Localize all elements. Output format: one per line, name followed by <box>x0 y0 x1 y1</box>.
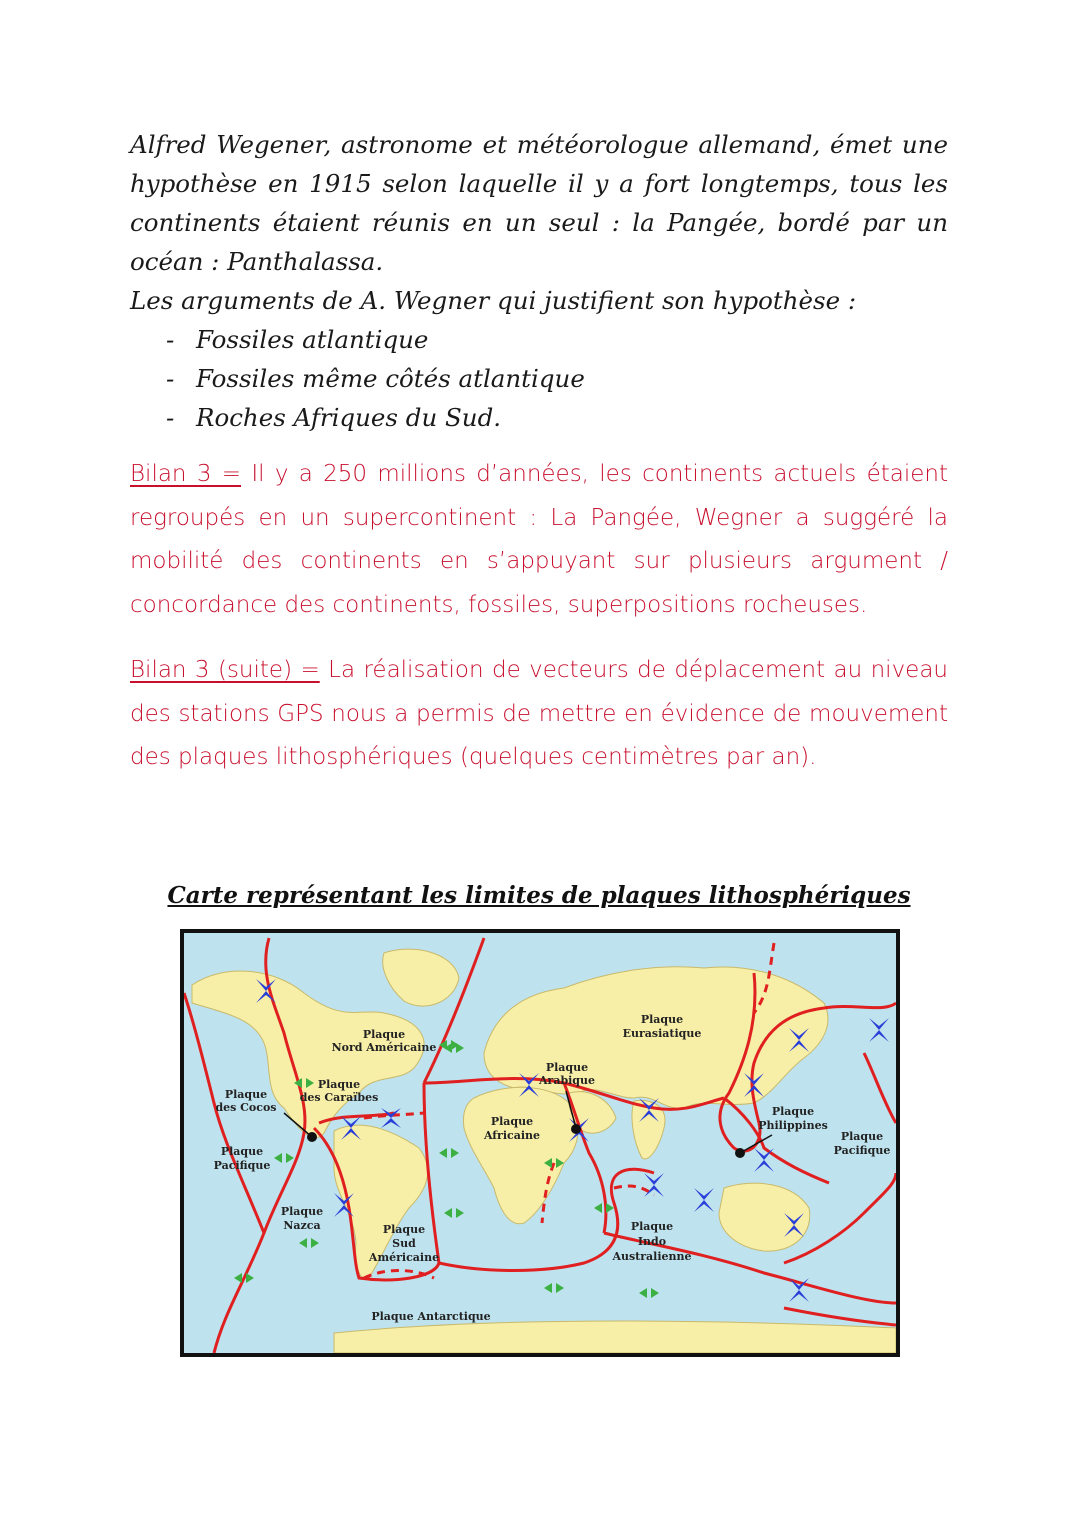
greenland-shape <box>383 949 459 1006</box>
pointer-dot <box>307 1132 317 1142</box>
boundary-line <box>784 1308 896 1325</box>
label-pacifique-ouest: Plaque Pacifique <box>213 1145 271 1172</box>
label-africaine: Plaque Africaine <box>483 1115 541 1142</box>
divergence-arrow-icon <box>594 1203 614 1213</box>
bilan-label: Bilan 3 = <box>130 461 242 487</box>
argument-item: - Fossiles atlantique <box>166 320 948 359</box>
bilan-paragraph <box>130 453 948 627</box>
label-sud-americaine: Plaque Sud Américaine <box>368 1223 440 1264</box>
label-caraibes: Plaque des Caraïbes <box>299 1078 379 1104</box>
intro-paragraph: Alfred Wegener, astronome et météorologue allemand, émet une hypothèse en 1915 selon laquelle il y a fort longtemps, tous les continents étaient réunis en un seul : la Pangée, bordé par un océan : Panthalassa. <box>130 130 948 276</box>
divergence-arrow-icon <box>299 1238 319 1248</box>
divergence-arrow-icon <box>274 1153 294 1163</box>
dashed-boundary <box>364 1271 434 1279</box>
convergence-arrow-icon <box>754 1148 774 1172</box>
label-arabique: Plaque Arabique <box>538 1061 596 1087</box>
arguments-title: Les arguments de A. Wegner qui justifient son hypothèse : <box>130 286 857 315</box>
plate-map-svg <box>184 933 896 1353</box>
plate-map <box>180 929 900 1357</box>
africa-shape <box>463 1087 578 1223</box>
boundary-line <box>864 1053 896 1123</box>
divergence-arrow-icon <box>639 1288 659 1298</box>
arguments-list <box>130 320 948 437</box>
label-eurasiatique: Plaque Eurasiatique <box>622 1013 702 1040</box>
label-philippines: Plaque Philippines <box>758 1105 828 1132</box>
continents <box>192 949 896 1353</box>
pointer-dot <box>571 1124 581 1134</box>
map-title: Carte représentant les limites de plaques lithosphériques <box>167 882 911 909</box>
bilan-suite-paragraph <box>130 649 948 780</box>
argument-item: - Roches Afriques du Sud. <box>166 398 948 437</box>
convergence-arrow-icon <box>694 1188 714 1212</box>
label-nord-americaine: Plaque Nord Américaine <box>331 1028 437 1054</box>
divergence-arrow-icon <box>544 1283 564 1293</box>
convergence-arrow-icon <box>644 1173 664 1197</box>
argument-item: - Fossiles même côtés atlantique <box>166 359 948 398</box>
label-nazca: Plaque Nazca <box>280 1205 324 1232</box>
antarctica-shape <box>334 1321 896 1353</box>
label-indo-australienne: Plaque Indo Australienne <box>612 1220 692 1263</box>
bilan-suite-label: Bilan 3 (suite) = <box>130 657 320 683</box>
divergence-arrow-icon <box>439 1148 459 1158</box>
label-antarctique: Plaque Antarctique <box>371 1310 491 1323</box>
australia-shape <box>719 1183 810 1251</box>
bilan-text: Il y a 250 millions d’années, les continents actuels étaient regroupés en un supercontinent : La Pangée, Wegner a suggéré la mobilité des continents en s’appuyant sur plusieurs argument / concordance des continents, fossiles, superpositions rocheuses. <box>130 461 948 618</box>
page-content <box>130 125 948 780</box>
pointer-dot <box>735 1148 745 1158</box>
convergence-arrow-icon <box>381 1108 401 1128</box>
convergence-arrow-icon <box>869 1018 889 1042</box>
bilan-suite-text: La réalisation de vecteurs de déplacement au niveau des stations GPS nous a permis de mettre en évidence de mouvement des plaques lithosphériques (quelques centimètres par an). <box>130 657 949 770</box>
label-pacifique-est: Plaque Pacifique <box>833 1130 891 1157</box>
divergence-arrow-icon <box>444 1208 464 1218</box>
label-cocos: Plaque des Cocos <box>215 1088 277 1114</box>
